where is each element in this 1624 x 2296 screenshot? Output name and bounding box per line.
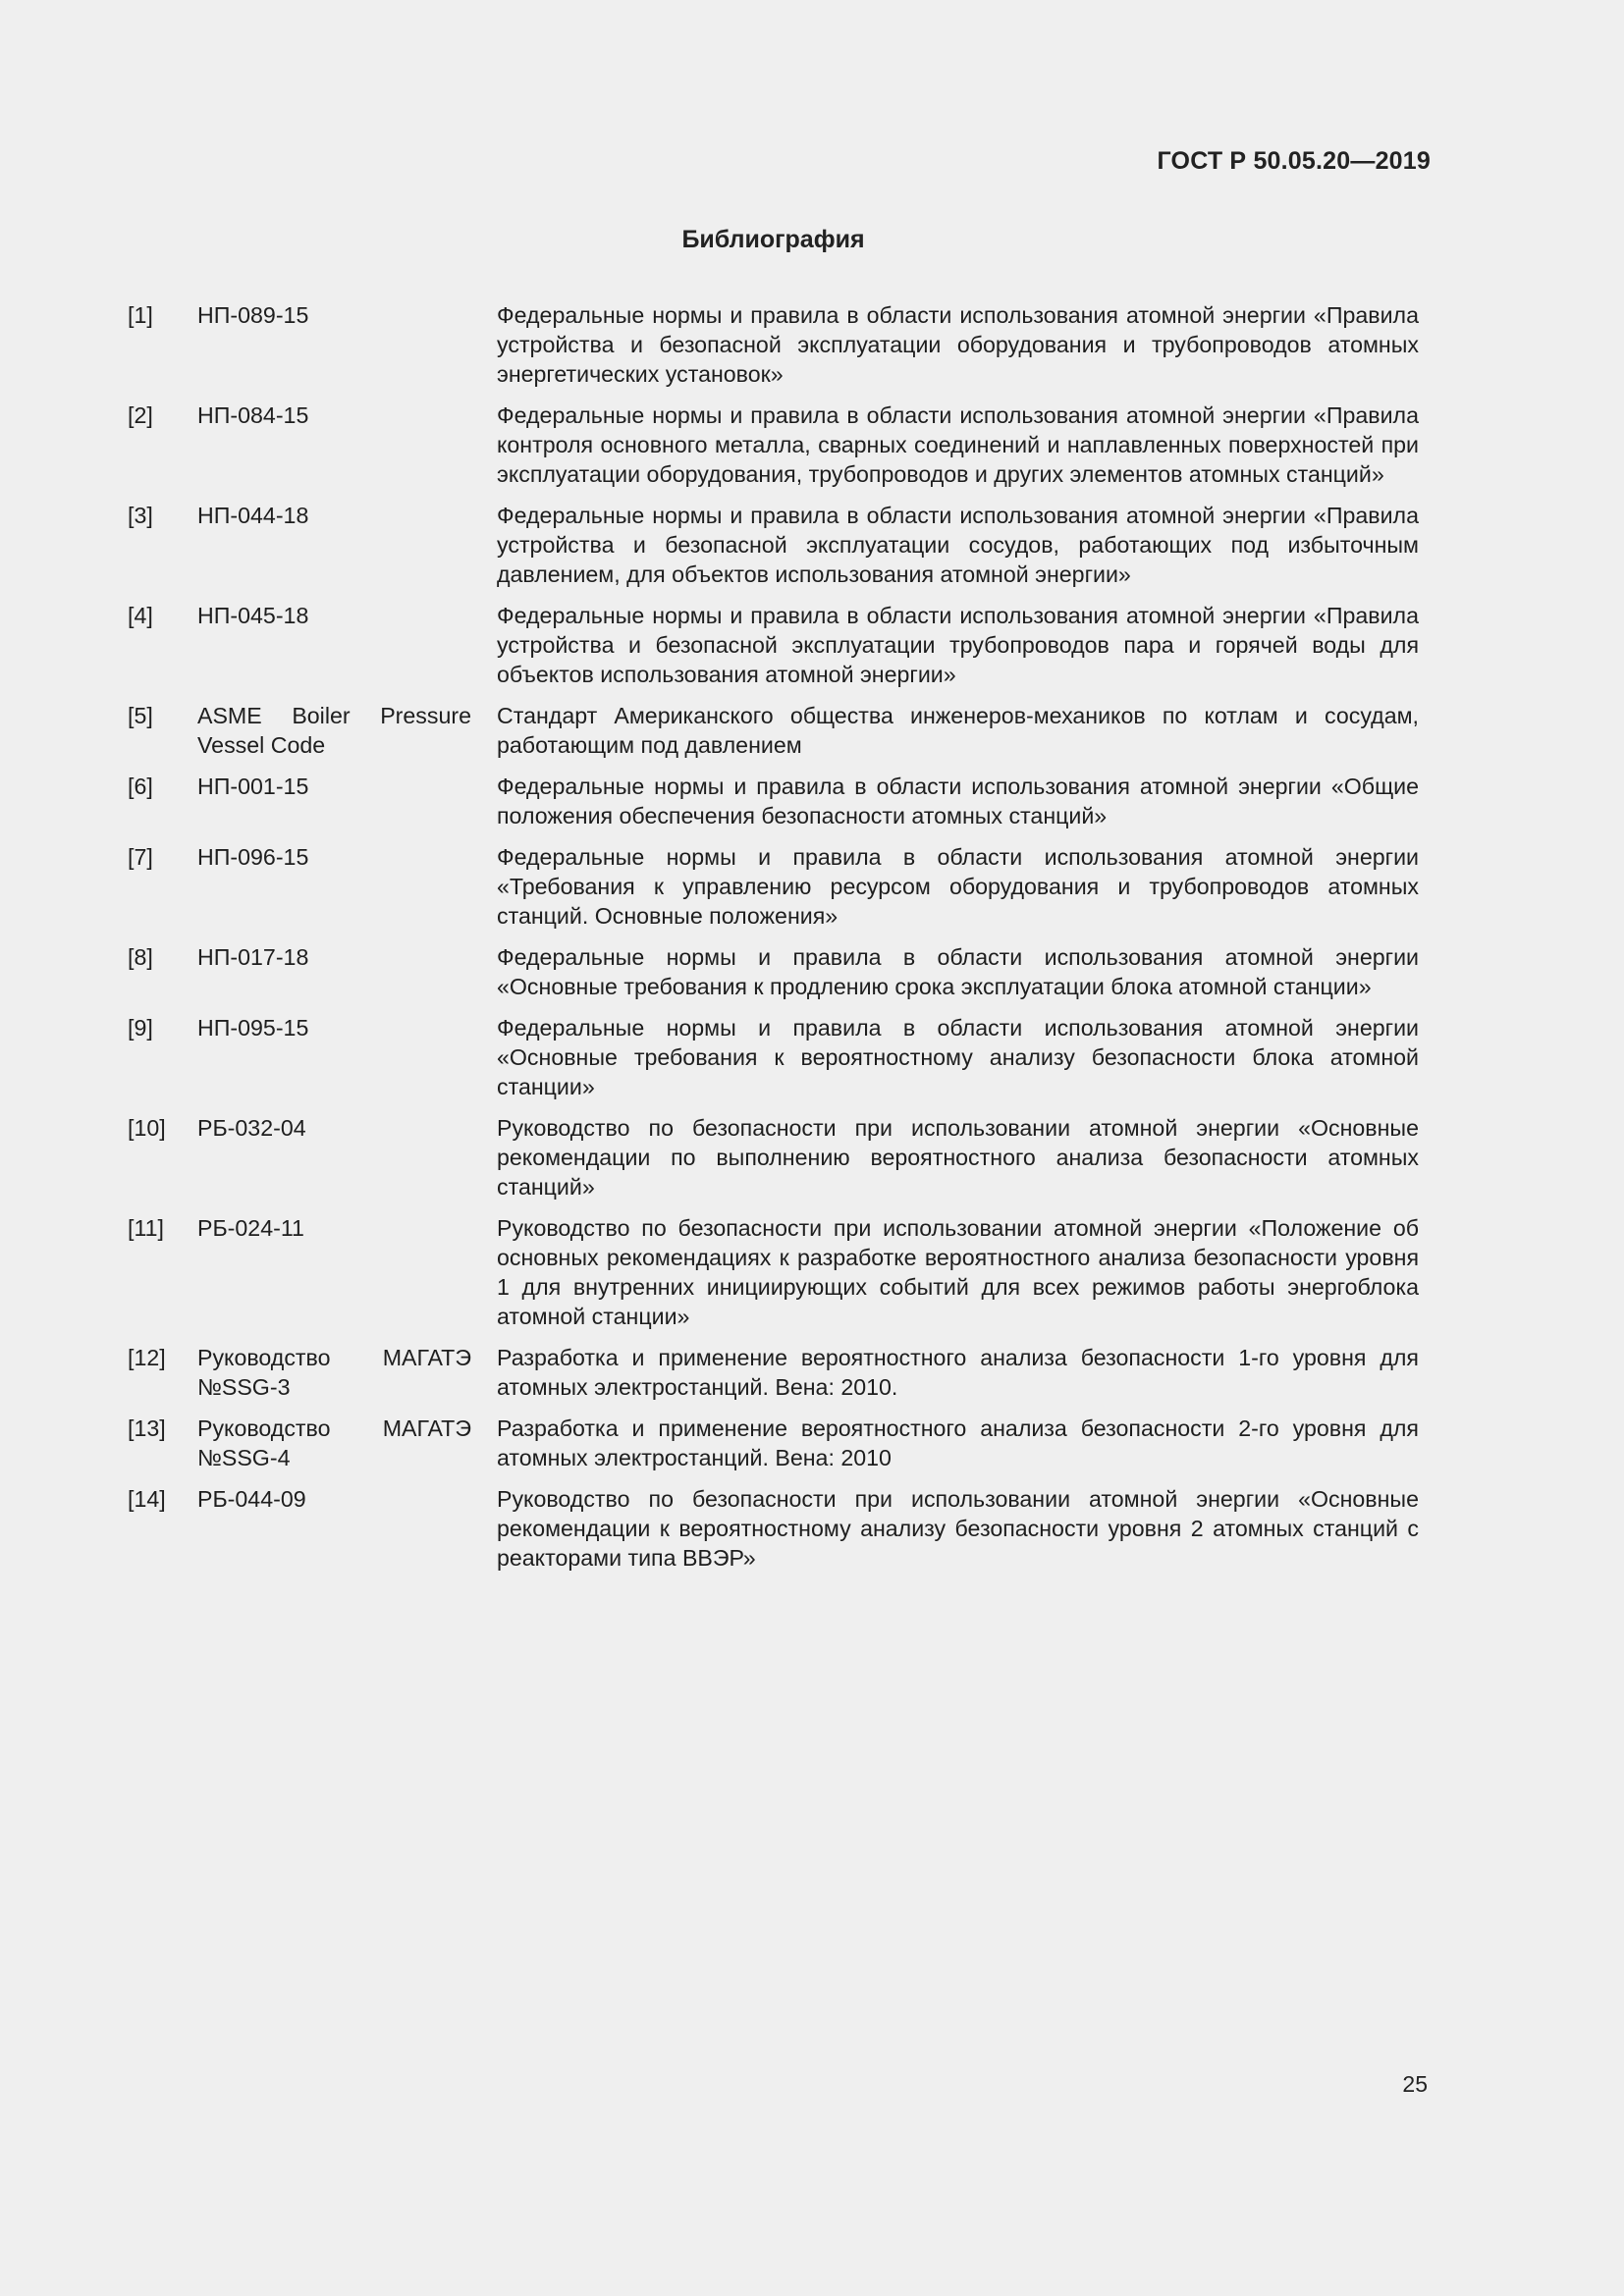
entry-code: РБ-044-09 bbox=[197, 1486, 306, 1512]
entry-number: [2] bbox=[128, 402, 153, 428]
bibliography-entry bbox=[128, 772, 1419, 830]
entry-description: Федеральные нормы и правила в области использования атомной энергии «Правила устройства и безопасной эксплуатации сосудов, работающих под избыточным давлением, для объектов использования атомной энергии» bbox=[497, 503, 1419, 587]
entry-code: НП-095-15 bbox=[197, 1015, 309, 1041]
entry-code: НП-096-15 bbox=[197, 844, 309, 870]
bibliography-entry bbox=[128, 842, 1419, 931]
entry-code: Руководство МАГАТЭ №SSG-4 bbox=[197, 1415, 471, 1470]
entry-number: [3] bbox=[128, 503, 153, 528]
entry-code: НП-045-18 bbox=[197, 603, 309, 628]
bibliography-entry bbox=[128, 1484, 1419, 1573]
entry-code: РБ-032-04 bbox=[197, 1115, 306, 1141]
entry-number: [14] bbox=[128, 1486, 166, 1512]
entry-code: ASME Boiler Pressure Vessel Code bbox=[197, 703, 471, 758]
bibliography-entry bbox=[128, 601, 1419, 689]
entry-number: [9] bbox=[128, 1015, 153, 1041]
bibliography-entry bbox=[128, 400, 1419, 489]
page-title: Библиография bbox=[681, 226, 865, 253]
entry-code: НП-044-18 bbox=[197, 503, 309, 528]
bibliography-entry bbox=[128, 300, 1419, 389]
document-code: ГОСТ Р 50.05.20—2019 bbox=[1157, 147, 1431, 175]
entry-code: НП-089-15 bbox=[197, 302, 309, 328]
entry-number: [4] bbox=[128, 603, 153, 628]
entry-number: [10] bbox=[128, 1115, 166, 1141]
bibliography-entry bbox=[128, 1414, 1419, 1472]
bibliography-list bbox=[128, 300, 1419, 1584]
entry-number: [6] bbox=[128, 774, 153, 799]
bibliography-entry bbox=[128, 942, 1419, 1001]
entry-code: НП-084-15 bbox=[197, 402, 309, 428]
entry-description: Федеральные нормы и правила в области использования атомной энергии «Правила контроля основного металла, сварных соединений и наплавленных поверхностей при эксплуатации оборудования, трубопроводов и других элементов атомных станций» bbox=[497, 402, 1419, 487]
entry-description: Федеральные нормы и правила в области использования атомной энергии «Основные требования к продлению срока эксплуатации блока атомной станции» bbox=[497, 944, 1419, 999]
entry-code: Руководство МАГАТЭ №SSG-3 bbox=[197, 1345, 471, 1400]
entry-number: [1] bbox=[128, 302, 153, 328]
bibliography-entry bbox=[128, 701, 1419, 760]
entry-number: [13] bbox=[128, 1415, 166, 1441]
entry-code: РБ-024-11 bbox=[197, 1215, 304, 1241]
entry-description: Руководство по безопасности при использовании атомной энергии «Основные рекомендации по выполнению вероятностного анализа безопасности атомных станций» bbox=[497, 1115, 1419, 1200]
entry-description: Руководство по безопасности при использовании атомной энергии «Положение об основных рекомендациях к разработке вероятностного анализа безопасности уровня 1 для внутренних инициирующих событий для всех режимов работы энергоблока атомной станции» bbox=[497, 1215, 1419, 1329]
entry-description: Федеральные нормы и правила в области использования атомной энергии «Общие положения обеспечения безопасности атомных станций» bbox=[497, 774, 1419, 828]
bibliography-entry bbox=[128, 501, 1419, 589]
entry-description: Стандарт Американского общества инженеров-механиков по котлам и сосудам, работающим под давлением bbox=[497, 703, 1419, 758]
entry-number: [8] bbox=[128, 944, 153, 970]
entry-description: Руководство по безопасности при использовании атомной энергии «Основные рекомендации к вероятностному анализу безопасности уровня 2 атомных станций с реакторами типа ВВЭР» bbox=[497, 1486, 1419, 1571]
entry-description: Федеральные нормы и правила в области использования атомной энергии «Требования к управлению ресурсом оборудования и трубопроводов атомных станций. Основные положения» bbox=[497, 844, 1419, 929]
page-number: 25 bbox=[1402, 2071, 1428, 2097]
entry-description: Федеральные нормы и правила в области использования атомной энергии «Основные требования к вероятностному анализу безопасности блока атомной станции» bbox=[497, 1015, 1419, 1099]
entry-description: Разработка и применение вероятностного анализа безопасности 1-го уровня для атомных электростанций. Вена: 2010. bbox=[497, 1345, 1419, 1400]
entry-description: Федеральные нормы и правила в области использования атомной энергии «Правила устройства и безопасной эксплуатации трубопроводов пара и горячей воды для объектов использования атомной энергии» bbox=[497, 603, 1419, 687]
entry-number: [11] bbox=[128, 1215, 164, 1241]
entry-description: Федеральные нормы и правила в области использования атомной энергии «Правила устройства и безопасной эксплуатации оборудования и трубопроводов атомных энергетических установок» bbox=[497, 302, 1419, 387]
bibliography-entry bbox=[128, 1013, 1419, 1101]
entry-number: [5] bbox=[128, 703, 153, 728]
bibliography-entry bbox=[128, 1213, 1419, 1331]
entry-number: [7] bbox=[128, 844, 153, 870]
entry-number: [12] bbox=[128, 1345, 166, 1370]
entry-code: НП-017-18 bbox=[197, 944, 309, 970]
entry-code: НП-001-15 bbox=[197, 774, 309, 799]
bibliography-entry bbox=[128, 1113, 1419, 1201]
entry-description: Разработка и применение вероятностного анализа безопасности 2-го уровня для атомных электростанций. Вена: 2010 bbox=[497, 1415, 1419, 1470]
bibliography-entry bbox=[128, 1343, 1419, 1402]
